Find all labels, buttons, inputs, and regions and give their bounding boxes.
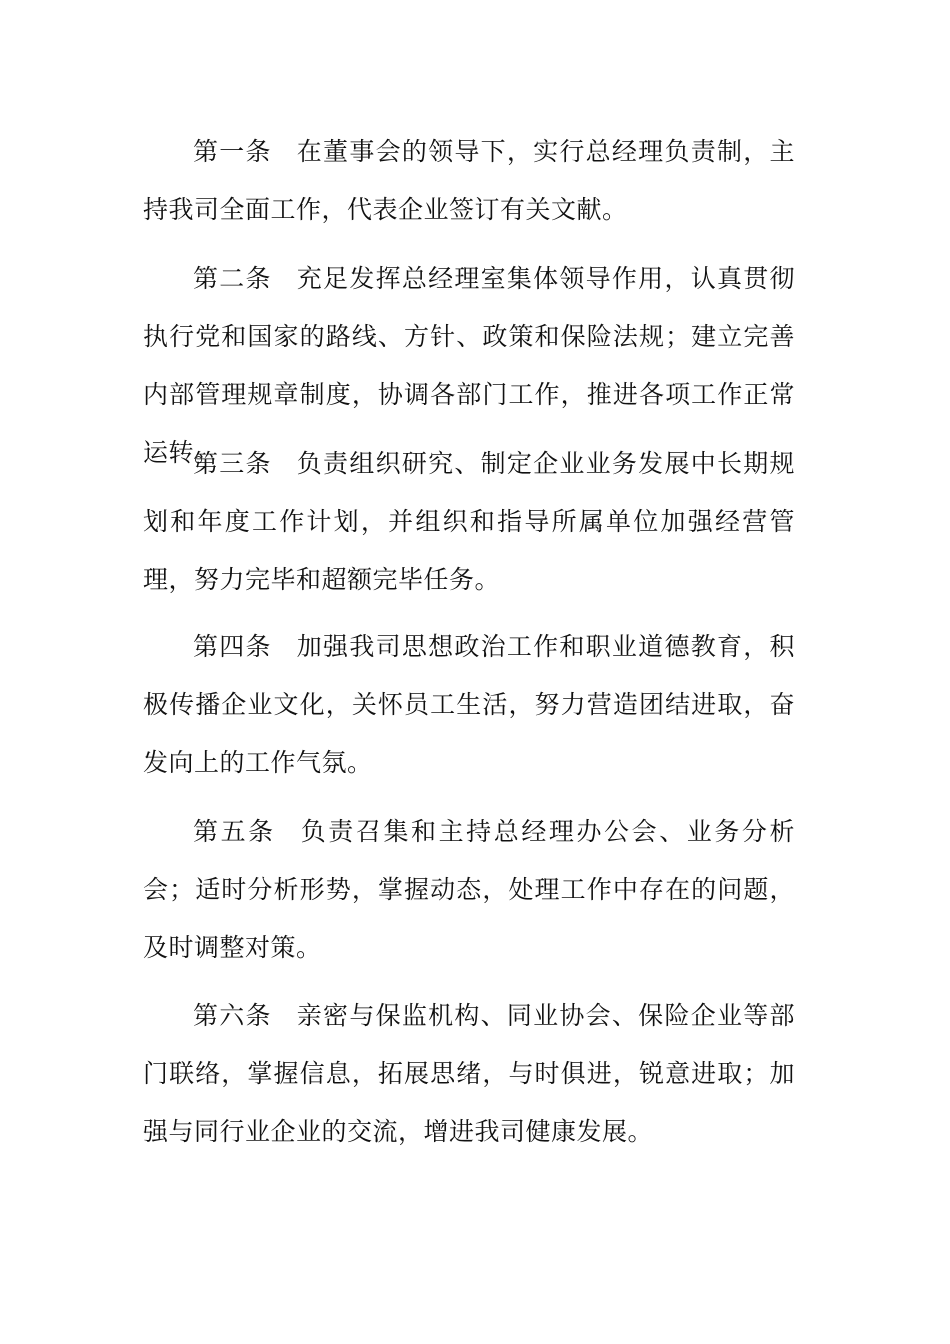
article-number: 第一条 <box>193 137 272 166</box>
article-number: 第六条 <box>193 1001 272 1030</box>
article-5 <box>143 803 795 977</box>
article-4 <box>143 618 795 792</box>
article-1 <box>143 123 795 239</box>
article-number: 第五条 <box>193 817 276 846</box>
article-text: 充足发挥总经理室集体领导作用，认真贯彻执行党和国家的路线、方针、政策和保险法规；建立完善内部管理规章制度，协调各部门工作，推进各项工作正常运转。 <box>143 264 795 467</box>
article-3 <box>143 435 795 609</box>
article-number: 第三条 <box>193 449 272 478</box>
article-text: 加强我司思想政治工作和职业道德教育，积极传播企业文化，关怀员工生活，努力营造团结进取，奋发向上的工作气氛。 <box>143 632 795 777</box>
article-number: 第四条 <box>193 632 272 661</box>
article-text: 负责召集和主持总经理办公会、业务分析会；适时分析形势，掌握动态，处理工作中存在的问题，及时调整对策。 <box>143 817 795 962</box>
article-text: 亲密与保监机构、同业协会、保险企业等部门联络，掌握信息，拓展思绪，与时俱进，锐意进取；加强与同行业企业的交流，增进我司健康发展。 <box>143 1001 795 1146</box>
article-text: 负责组织研究、制定企业业务发展中长期规划和年度工作计划，并组织和指导所属单位加强经营管理，努力完毕和超额完毕任务。 <box>143 449 795 594</box>
article-text: 在董事会的领导下，实行总经理负责制，主持我司全面工作，代表企业签订有关文献。 <box>143 137 795 224</box>
article-6 <box>143 987 795 1161</box>
article-number: 第二条 <box>193 264 272 293</box>
